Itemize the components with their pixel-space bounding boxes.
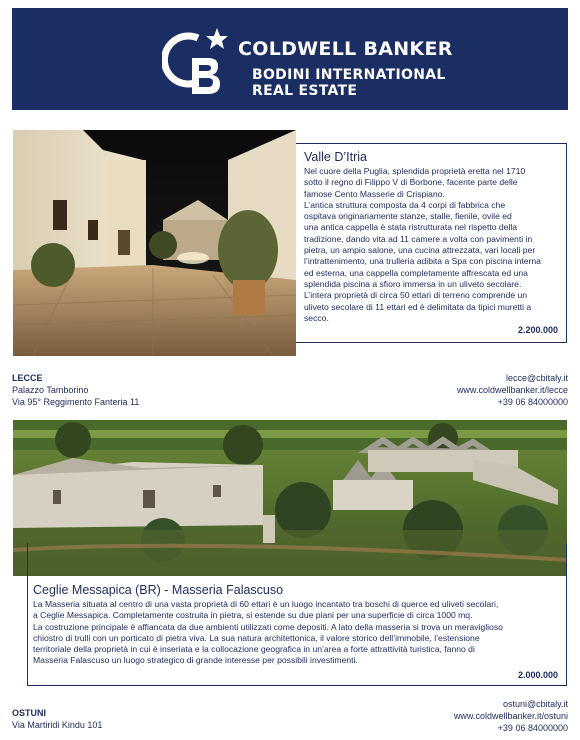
listing-2-text (33, 583, 563, 667)
office-1-contact (457, 372, 568, 408)
listing-2-title: Ceglie Messapica (BR) - Masseria Falascuso (33, 583, 284, 597)
listing-1-text (304, 150, 562, 324)
office-1-address-line-1: Palazzo Tamborino (12, 385, 89, 395)
listing-2-description: La Masseria situata al centro di una vasta proprietà di 60 ettari è un luogo incantato tra boschi di querce ed uliveti secolari, a Ceglie Messapica. Completamente costruita in pietra, si estende su due piani per una superficie di circa 1000 mq. La costruzione principale è affiancata da due ambienti utilizzati come depositi. A lato della masseria si trova un meraviglioso chiostro di trulli con un porticato di pietra viva. La sua natura architettonica, il valore storico dell’immobile, l’estensione territoriale della proprietà in cui è inseriata e la collocazione geografica in un’area a forte attrattività turistica, fanno di Masseria Falascuso un luogo strategico di grande interesse per possibili investimenti. (33, 599, 503, 666)
office-1-address-line-2: Via 95° Reggimento Fanteria 11 (12, 397, 140, 407)
header (0, 0, 580, 116)
office-2-web-link[interactable]: www.coldwellbanker.it/ostuni (453, 711, 568, 721)
office-2-contact (454, 698, 568, 734)
listing-1-title: Valle D’Itria (304, 150, 367, 164)
office-1-web-link[interactable]: www.coldwellbanker.it/lecce (456, 385, 568, 395)
office-1-phone: +39 06 84000000 (497, 397, 568, 407)
cb-logo-icon (162, 24, 232, 98)
listing-1-price: 2.200.000 (517, 325, 558, 335)
header-banner (12, 8, 568, 110)
office-1-address (12, 372, 139, 408)
listing-1-photo (13, 130, 296, 356)
office-2-address-line-1: Via Martiridi Kindu 101 (12, 720, 103, 730)
brand-subtitle-1: BODINI INTERNATIONAL (252, 67, 446, 83)
office-2-email-link[interactable]: ostuni@cbitaly.it (503, 699, 568, 709)
office-2-address (12, 707, 102, 731)
office-2-phone: +39 06 84000000 (497, 723, 568, 733)
listing-1-description: Nel cuore della Puglia, splendida proprietà eretta nel 1710 sotto il regno di Filippo V di Borbone, facente parte delle famose Cento Masserie di Crispiano. L’antica struttura composta da 4 corpi di fabbrica che ospitava originariamente stanze, stalle, fienile, ovile ed una antica cappella è stata ristrutturata nel rispetto della tradizione, dando vita ad 11 camere a volta con pavimenti in pietra, un ampio salone, una cucina attrezzata, vari locali per l’intrattenimento, una trulleria adibita a Spa con piscina interna ed esterna, una cappella completamente affrescata ed una splendida piscina a sfioro immersa in un uliveto secolare. L’intera proprietà di circa 50 ettari di terreno comprende un uliveto secolare di 11 ettari ed è delimitata da tipici muretti a secco. (304, 166, 541, 323)
office-2-city: OSTUNI (12, 708, 47, 718)
listing-2-price: 2.000.000 (517, 670, 558, 680)
office-1-email-link[interactable]: lecce@cbitaly.it (506, 373, 568, 383)
brand-subtitle-2: REAL ESTATE (252, 83, 358, 99)
brand-name: COLDWELL BANKER (238, 38, 453, 60)
office-1-city: LECCE (12, 373, 43, 383)
